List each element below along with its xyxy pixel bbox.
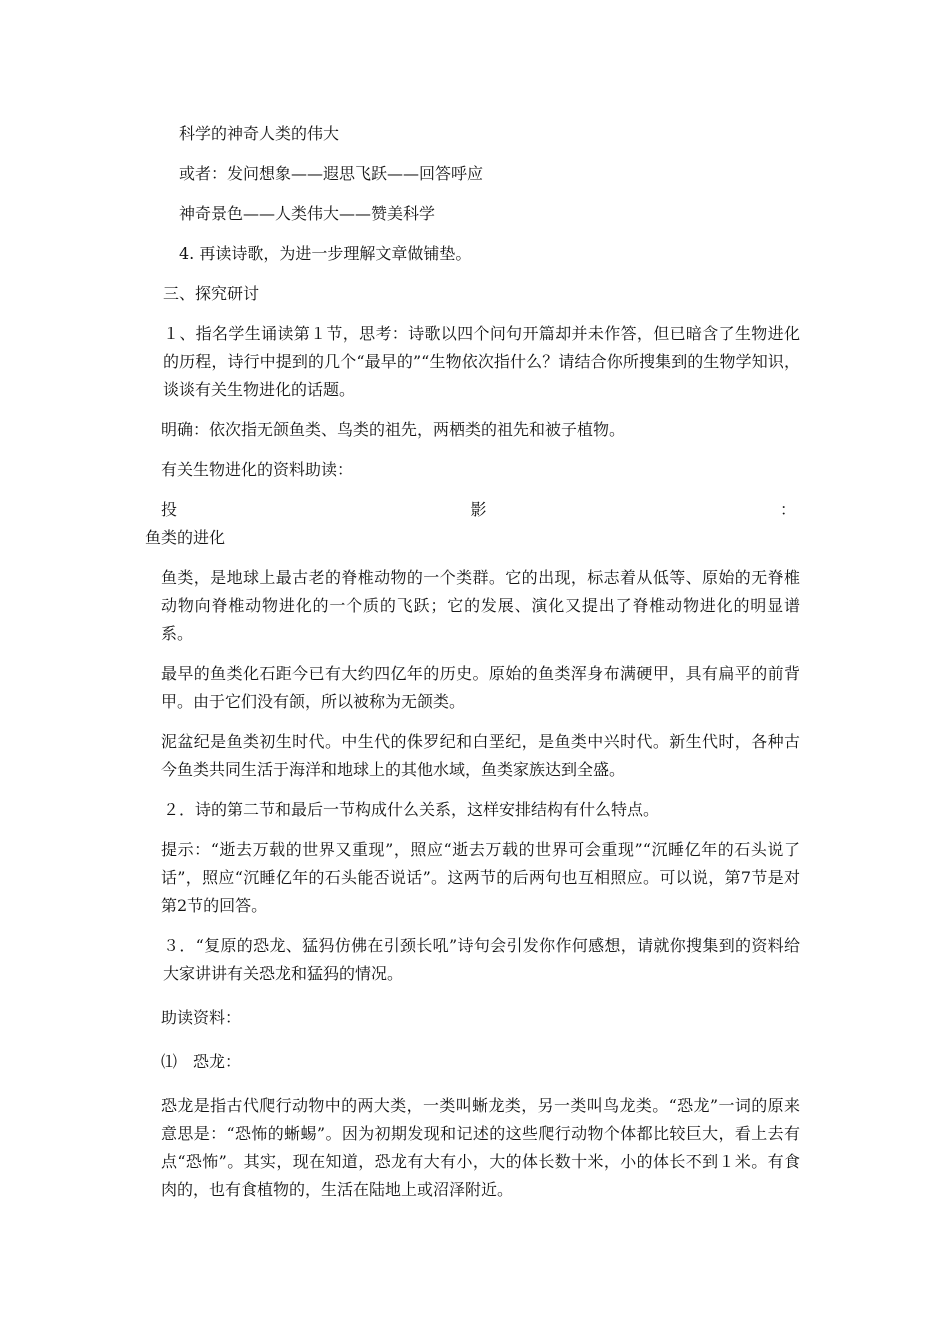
question-3: ３．“复原的恐龙、猛犸仿佛在引颈长吼”诗句会引发你作何感想，请就你搜集到的资料给大家讲讲有关恐龙和猛犸的情况。 (163, 936, 800, 983)
fish-paragraph-1: 鱼类，是地球上最古老的脊椎动物的一个类群。它的出现，标志着从低等、原始的无脊椎动物向脊椎动物进化的一个质的飞跃；它的发展、演化又提出了脊椎动物进化的明显谱系。 (161, 568, 800, 643)
dinosaur-paragraph: 恐龙是指古代爬行动物中的两大类，一类叫蜥龙类，另一类叫鸟龙类。“恐龙”一词的原来意思是：“恐怖的蜥蜴”。因为初期发现和记述的这些爬行动物个体都比较巨大，看上去有点“恐怖”。其实，现在知道，恐龙有大有小，大的体长数十米，小的体长不到１米。有食肉的，也有食植物的，生活在陆地上或沼泽附近。 (161, 1096, 800, 1199)
reading-intro: 有关生物进化的资料助读： (161, 460, 354, 479)
reading-material-heading: 助读资料： (161, 1008, 242, 1027)
projection-colon: ： (779, 500, 796, 519)
projection-char-2: 影 (470, 500, 487, 519)
fish-paragraph-3: 泥盆纪是鱼类初生时代。中生代的侏罗纪和白垩纪，是鱼类中兴时代。新生代时，各种古今鱼类共同生活于海洋和地球上的其他水域，鱼类家族达到全盛。 (161, 732, 800, 779)
line-summary-2: 或者：发问想象——遐思飞跃——回答呼应 (179, 164, 484, 183)
dinosaur-heading: ⑴ 恐龙： (161, 1052, 242, 1071)
projection-char-1: 投 (161, 500, 178, 519)
fish-title: 鱼类的进化 (145, 528, 226, 547)
section-heading-3: 三、探究研讨 (163, 284, 260, 303)
answer-2: 提示：“逝去万载的世界又重现”，照应“逝去万载的世界可会重现”“沉睡亿年的石头说了话”，照应“沉睡亿年的石头能否说话”。这两节的后两句也互相照应。可以说，第7节是对第2节的回答。 (161, 840, 800, 915)
document-body (145, 120, 800, 1216)
line-summary-1: 科学的神奇人类的伟大 (179, 124, 340, 143)
question-1: １、指名学生诵读第１节，思考：诗歌以四个问句开篇却并未作答，但已暗含了生物进化的历程，诗行中提到的几个“最早的”“生物依次指什么？请结合你所搜集到的生物学知识，谈谈有关生物进化的话题。 (163, 324, 800, 399)
line-summary-3: 神奇景色——人类伟大——赞美科学 (179, 204, 436, 223)
question-2: ２．诗的第二节和最后一节构成什么关系，这样安排结构有什么特点。 (163, 800, 660, 819)
projection-line (145, 496, 800, 524)
step-4: 4. 再读诗歌，为进一步理解文章做铺垫。 (179, 244, 472, 263)
answer-1: 明确：依次指无颌鱼类、鸟类的祖先，两栖类的祖先和被子植物。 (161, 420, 626, 439)
fish-paragraph-2: 最早的鱼类化石距今已有大约四亿年的历史。原始的鱼类浑身布满硬甲，具有扁平的前背甲。由于它们没有颌，所以被称为无颌类。 (161, 664, 800, 711)
